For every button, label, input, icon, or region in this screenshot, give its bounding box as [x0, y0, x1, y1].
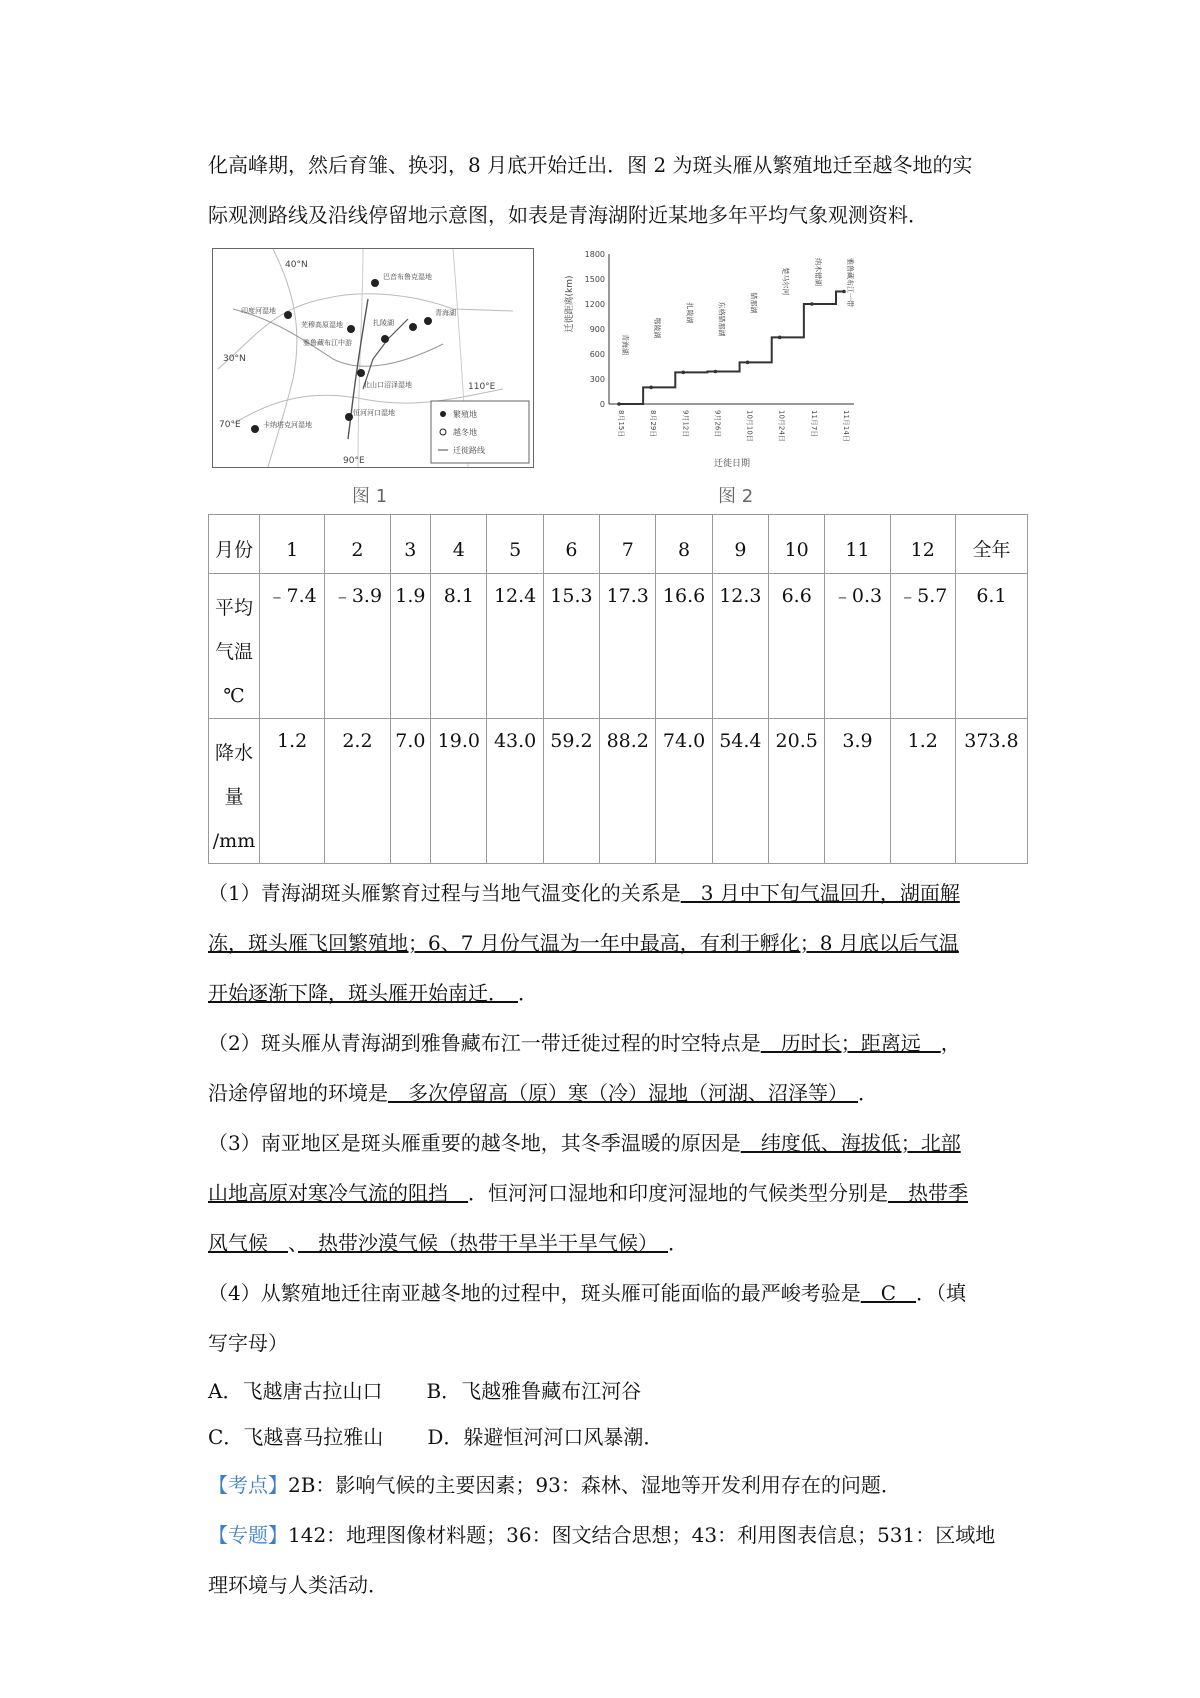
site-label: 扎陵湖	[373, 319, 394, 327]
document-page	[208, 140, 1028, 1610]
temperature-cell: 16.6	[656, 574, 712, 719]
lon-110-label: 110°E	[468, 382, 496, 392]
site-label: 北山口沼泽湿地	[363, 381, 412, 389]
stop-label: 鄂陵湖	[653, 317, 662, 339]
precipitation-cell: 59.2	[543, 719, 599, 864]
q4-options	[208, 1368, 1028, 1460]
q2-mid: ，	[940, 1031, 961, 1055]
site-label: 恒河河口湿地	[353, 409, 395, 417]
precipitation-cell: 1.2	[890, 719, 955, 864]
x-tick-label: 10月24日	[777, 410, 786, 442]
precipitation-label-line: 降水	[214, 742, 253, 764]
q4-prompt: （4）从繁殖地迁往南亚越冬地的过程中，斑头雁可能面临的最严峻考验是	[208, 1281, 861, 1305]
site-label: 印度河湿地	[241, 307, 276, 315]
intro-line-1: 化高峰期，然后育雏、换羽，8 月底开始迁出．图 2 为斑头雁从繁殖地迁至越冬地的实	[208, 153, 973, 177]
precipitation-cell: 54.4	[712, 719, 768, 864]
stop-label: 错那湖	[749, 292, 758, 314]
table-header-cell: 6	[543, 515, 599, 574]
precipitation-cell: 1.2	[260, 719, 325, 864]
precipitation-label-line: /mm	[212, 830, 256, 852]
zhuanti-tag: 【专题】	[208, 1523, 288, 1547]
temperature-cell: ﹣5.7	[890, 574, 955, 719]
x-tick-label: 11月14日	[842, 410, 850, 442]
table-header-cell: 3	[390, 515, 431, 574]
question-2	[208, 1018, 1028, 1118]
intro-line-2: 际观测路线及沿线停留地示意图，如表是青海湖附近某地多年平均气象观测资料．	[208, 203, 928, 227]
temperature-cell: 15.3	[543, 574, 599, 719]
site-label: 卡纳塔克河湿地	[263, 421, 312, 429]
x-tick-label: 8月29日	[649, 410, 658, 438]
precipitation-cell: 20.5	[769, 719, 825, 864]
q3-answer: 纬度低、海拔低；北部	[740, 1131, 961, 1155]
x-axis-label: 迁徙日期	[713, 459, 751, 469]
migration-distance-chart	[554, 244, 914, 484]
q3-sep: 、	[288, 1231, 298, 1255]
table-header-cell: 2	[325, 515, 390, 574]
distance-point	[617, 402, 621, 406]
figure-1-caption: 图 1	[352, 486, 388, 507]
stop-label: 纳木错湖	[813, 258, 822, 286]
precipitation-cell: 43.0	[487, 719, 543, 864]
stop-label: 雅鲁藏布江一带	[846, 258, 854, 307]
y-tick-label: 1200	[584, 300, 605, 309]
zhuanti	[208, 1510, 1028, 1610]
temperature-cell: ﹣7.4	[260, 574, 325, 719]
lon-70-label: 70°E	[219, 420, 241, 430]
table-header-label: 月份	[209, 515, 260, 574]
q3-prompt-2: ．恒河河口湿地和印度河湿地的气候类型分别是	[468, 1181, 888, 1205]
distance-point	[842, 290, 846, 294]
table-header-row	[209, 515, 1028, 574]
lat-30-label: 30°N	[223, 354, 246, 364]
table-header-cell: 7	[600, 515, 656, 574]
figure-row	[208, 244, 1028, 506]
temperature-cell: 6.1	[955, 574, 1027, 719]
precipitation-label-line: 量	[224, 786, 244, 808]
q4-prompt-2: 写字母）	[208, 1331, 288, 1355]
kaodian-text: 2B：影响气候的主要因素；93：森林、湿地等开发利用存在的问题．	[288, 1473, 901, 1497]
site-label: 雅鲁藏布江中游	[303, 339, 352, 347]
q3-answer: 风气候	[208, 1231, 288, 1255]
table-header-cell: 1	[260, 515, 325, 574]
q2-prompt-2: 沿途停留地的环境是	[208, 1081, 388, 1105]
y-tick-label: 900	[589, 325, 605, 334]
y-tick-label: 600	[589, 350, 605, 359]
stop-label: 东格错那湖	[717, 301, 726, 337]
temperature-cell: 12.4	[487, 574, 543, 719]
q1-end: ．	[518, 981, 538, 1005]
table-header-cell: 11	[825, 515, 890, 574]
precipitation-cell: 19.0	[431, 719, 487, 864]
q2-prompt: （2）斑头雁从青海湖到雅鲁藏布江一带迁徙过程的时空特点是	[208, 1031, 761, 1055]
q1-answer: 冻，斑头雁飞回繁殖地；6、7 月份气温为一年中最高，有利于孵化；8 月底以后气温	[208, 931, 959, 955]
q1-prompt: （1）青海湖斑头雁繁育过程与当地气温变化的关系是	[208, 881, 681, 905]
precipitation-cell: 7.0	[390, 719, 431, 864]
question-1	[208, 868, 1028, 1018]
x-tick-label: 10月10日	[745, 410, 754, 442]
q3-answer: 热带季	[888, 1181, 968, 1205]
question-4	[208, 1268, 1028, 1368]
temperature-cell: 1.9	[390, 574, 431, 719]
table-header-cell: 10	[769, 515, 825, 574]
q4-end: ．（填	[916, 1281, 967, 1305]
site-label: 芜穆高原湿地	[301, 321, 343, 329]
table-header-cell: 12	[890, 515, 955, 574]
table-header-cell: 4	[431, 515, 487, 574]
zhuanti-text-2: 理环境与人类活动．	[208, 1573, 388, 1597]
q1-answer: 3 月中下旬气温回升，湖面解	[680, 881, 960, 905]
lon-90-label: 90°E	[343, 456, 365, 466]
temperature-cell: 6.6	[769, 574, 825, 719]
q2-answer: 历时长；距离远	[760, 1031, 941, 1055]
temperature-cell: ﹣0.3	[825, 574, 890, 719]
site-label: 青海湖	[435, 309, 456, 317]
temperature-label-line: 平均	[214, 597, 253, 619]
y-axis-label: 迁徙距离(km)	[565, 275, 575, 333]
table-row-precipitation	[209, 719, 1028, 864]
y-tick-label: 0	[599, 400, 605, 409]
migration-map	[212, 248, 534, 468]
y-tick-label: 300	[589, 375, 605, 384]
x-tick-label: 8月15日	[617, 410, 625, 438]
q4-answer: C	[860, 1281, 917, 1305]
temperature-label-line: ℃	[223, 685, 245, 707]
q3-answer: 山地高原对寒冷气流的阻挡	[208, 1181, 468, 1205]
table-header-cell: 5	[487, 515, 543, 574]
precipitation-cell: 88.2	[600, 719, 656, 864]
option-d: D．躲避恒河河口风暴潮．	[427, 1425, 664, 1449]
table-header-cell: 9	[712, 515, 768, 574]
q3-prompt: （3）南亚地区是斑头雁重要的越冬地，其冬季温暖的原因是	[208, 1131, 741, 1155]
precipitation-cell: 373.8	[955, 719, 1027, 864]
q3-end: ．	[668, 1231, 688, 1255]
table-header-cell: 全年	[955, 515, 1027, 574]
site-label: 巴音布鲁克湿地	[383, 273, 432, 281]
temperature-cell: 12.3	[712, 574, 768, 719]
zhuanti-text: 142：地理图像材料题；36：图文结合思想；43：利用图表信息；531：区域地	[288, 1523, 996, 1547]
table-row-temperature	[209, 574, 1028, 719]
q1-answer: 开始逐渐下降，斑头雁开始南迁．	[208, 981, 518, 1005]
stop-label: 扎陵湖	[685, 302, 694, 324]
temperature-cell: 8.1	[431, 574, 487, 719]
legend-route: 迁徙路线	[453, 446, 485, 455]
option-a: A．飞越唐古拉山口	[208, 1379, 383, 1403]
legend-winter: 越冬地	[453, 428, 477, 437]
distance-point	[746, 361, 750, 365]
y-tick-label: 1800	[584, 250, 605, 259]
precipitation-cell: 3.9	[825, 719, 890, 864]
x-tick-label: 9月26日	[713, 410, 722, 438]
stop-label: 青海湖	[621, 334, 629, 355]
kaodian-tag: 【考点】	[208, 1473, 288, 1497]
q2-answer: 多次停留高（原）寒（冷）湿地（河湖、沼泽等）	[388, 1081, 858, 1105]
x-tick-label: 11月7日	[809, 410, 818, 438]
lat-40-label: 40°N	[285, 260, 308, 270]
kaodian	[208, 1460, 1028, 1510]
table-header-cell: 8	[656, 515, 712, 574]
weather-table	[208, 514, 1028, 864]
precipitation-cell: 2.2	[325, 719, 390, 864]
distance-point	[810, 302, 814, 306]
distance-point	[649, 386, 653, 390]
figure-2-caption: 图 2	[718, 486, 754, 507]
distance-point	[714, 370, 718, 374]
precipitation-label	[209, 719, 260, 864]
x-tick-label: 9月12日	[681, 410, 690, 438]
precipitation-cell: 74.0	[656, 719, 712, 864]
distance-point	[681, 371, 685, 375]
question-3	[208, 1118, 1028, 1268]
q3-answer: 热带沙漠气候（热带干旱半干旱气候）	[298, 1231, 668, 1255]
temperature-label	[209, 574, 260, 719]
option-c: C．飞越喜马拉雅山	[208, 1425, 384, 1449]
stop-label: 楚马尔河	[781, 267, 790, 296]
option-b: B．飞越雅鲁藏布江河谷	[426, 1379, 642, 1403]
distance-point	[778, 336, 782, 340]
temperature-cell: 17.3	[600, 574, 656, 719]
temperature-cell: ﹣3.9	[325, 574, 390, 719]
temperature-label-line: 气温	[214, 641, 253, 663]
q2-end: ．	[858, 1081, 878, 1105]
y-tick-label: 1500	[584, 275, 605, 284]
legend-breed: 繁殖地	[453, 410, 477, 419]
